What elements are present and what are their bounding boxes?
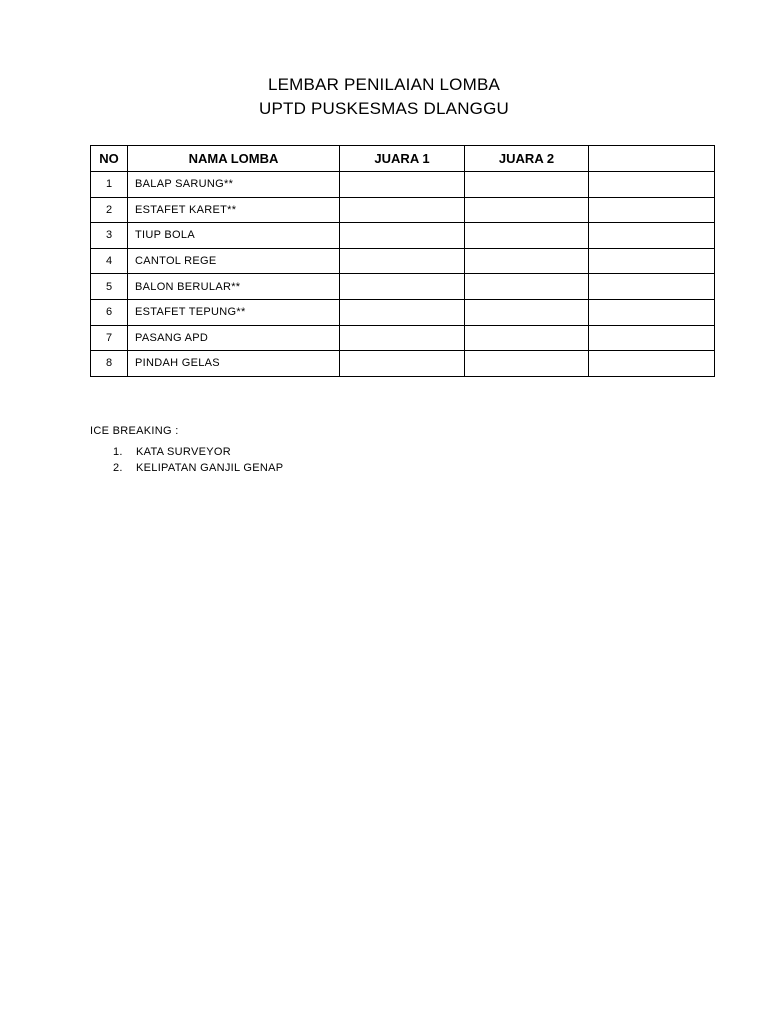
table-row bbox=[91, 248, 715, 274]
header-juara-2: JUARA 2 bbox=[465, 146, 589, 172]
cell-juara-2 bbox=[465, 351, 589, 377]
table-row bbox=[91, 299, 715, 325]
cell-juara-2 bbox=[465, 223, 589, 249]
cell-no: 5 bbox=[91, 274, 128, 300]
table-row bbox=[91, 197, 715, 223]
cell-blank bbox=[589, 197, 715, 223]
header-juara-1: JUARA 1 bbox=[340, 146, 465, 172]
table-header-row bbox=[91, 146, 715, 172]
cell-nama-lomba: TIUP BOLA bbox=[128, 223, 340, 249]
header-no: NO bbox=[91, 146, 128, 172]
cell-no: 6 bbox=[91, 299, 128, 325]
cell-juara-2 bbox=[465, 172, 589, 198]
cell-juara-2 bbox=[465, 248, 589, 274]
cell-nama-lomba: ESTAFET TEPUNG** bbox=[128, 299, 340, 325]
document-title: LEMBAR PENILAIAN LOMBA bbox=[267, 75, 501, 94]
table-row bbox=[91, 172, 715, 198]
header-blank bbox=[589, 146, 715, 172]
cell-nama-lomba: ESTAFET KARET** bbox=[128, 197, 340, 223]
cell-blank bbox=[589, 351, 715, 377]
cell-juara-1 bbox=[340, 351, 465, 377]
cell-no: 1 bbox=[91, 172, 128, 198]
table-row bbox=[91, 351, 715, 377]
cell-juara-2 bbox=[465, 274, 589, 300]
list-item-number: 1. bbox=[113, 446, 123, 458]
header-nama-lomba: NAMA LOMBA bbox=[128, 146, 340, 172]
cell-nama-lomba: BALON BERULAR** bbox=[128, 274, 340, 300]
list-item-number: 2. bbox=[113, 461, 123, 474]
cell-no: 7 bbox=[91, 325, 128, 351]
cell-nama-lomba: BALAP SARUNG** bbox=[128, 172, 340, 198]
table-row bbox=[91, 223, 715, 249]
cell-blank bbox=[589, 248, 715, 274]
list-item-text: KELIPATAN GANJIL GENAP bbox=[136, 461, 284, 474]
list-item-text: KATA SURVEYOR bbox=[136, 446, 231, 458]
cell-no: 2 bbox=[91, 197, 128, 223]
table-row bbox=[91, 274, 715, 300]
ice-breaking-label: ICE BREAKING : bbox=[90, 425, 179, 437]
cell-no: 4 bbox=[91, 248, 128, 274]
cell-no: 8 bbox=[91, 351, 128, 377]
cell-juara-2 bbox=[465, 299, 589, 325]
cell-juara-1 bbox=[340, 248, 465, 274]
cell-juara-1 bbox=[340, 223, 465, 249]
cell-blank bbox=[589, 325, 715, 351]
cell-blank bbox=[589, 274, 715, 300]
scoring-table bbox=[90, 145, 715, 377]
cell-juara-2 bbox=[465, 197, 589, 223]
cell-juara-1 bbox=[340, 197, 465, 223]
cell-no: 3 bbox=[91, 223, 128, 249]
cell-blank bbox=[589, 299, 715, 325]
document-subtitle: UPTD PUSKESMAS DLANGGU bbox=[258, 99, 509, 118]
cell-juara-1 bbox=[340, 274, 465, 300]
cell-blank bbox=[589, 172, 715, 198]
table-row bbox=[91, 325, 715, 351]
cell-nama-lomba: PASANG APD bbox=[128, 325, 340, 351]
cell-juara-2 bbox=[465, 325, 589, 351]
cell-juara-1 bbox=[340, 172, 465, 198]
cell-nama-lomba: CANTOL REGE bbox=[128, 248, 340, 274]
cell-juara-1 bbox=[340, 299, 465, 325]
cell-blank bbox=[589, 223, 715, 249]
cell-juara-1 bbox=[340, 325, 465, 351]
cell-nama-lomba: PINDAH GELAS bbox=[128, 351, 340, 377]
